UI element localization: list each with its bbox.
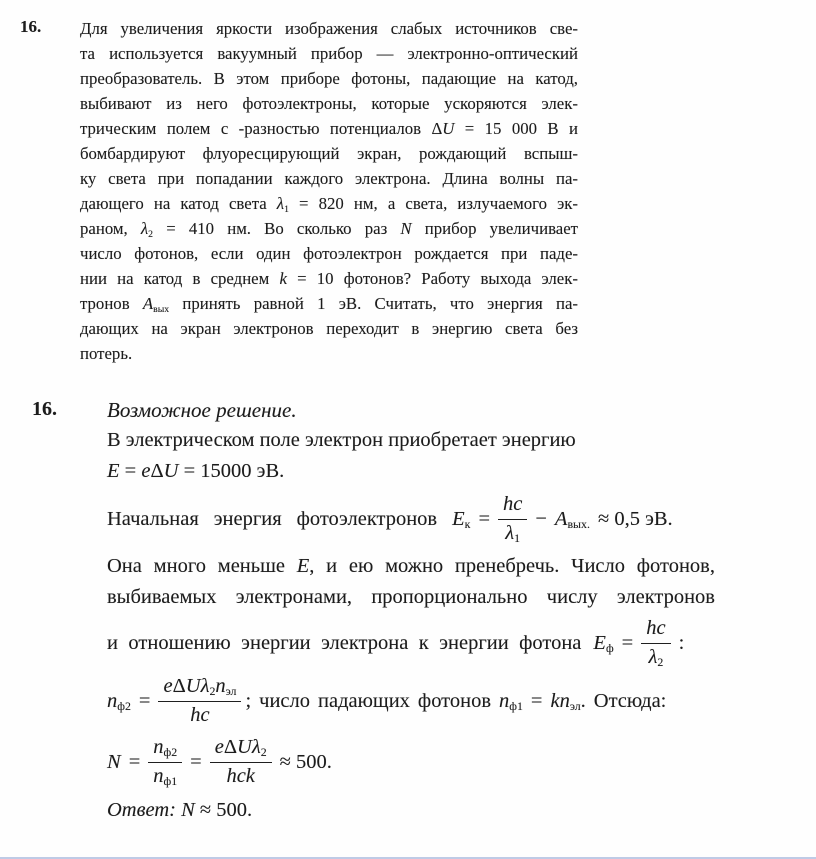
problem-text-line: бомбардируют флуоресцирующий экран, рождающий вспыш-: [80, 144, 578, 163]
solution-line-knocked: выбиваемых электронами, пропорционально числу электронов: [107, 586, 715, 608]
fraction-hc-lambda2: [641, 617, 670, 669]
fraction-eduln-hc: [158, 675, 241, 727]
solution-formula-photon-energy: [107, 613, 816, 673]
fraction-denominator: $\lambda_1$: [505, 521, 521, 545]
problem-text-line: дающего на катод света $\lambda_1 = 820$ нм, а света, излучаемого эк-: [80, 194, 579, 215]
formula-lhs: N: [107, 750, 121, 773]
problem-text: [80, 16, 578, 366]
fraction-denominator: $n_{ф1}$: [153, 764, 178, 788]
formula-result: ≈ 500.: [279, 750, 332, 773]
solution-line-field: В электрическом поле электрон приобретает энергию: [107, 429, 576, 451]
problem-text-line: раном, $\lambda_2 = 410$ нм. Во сколько раз N прибор увеличивает: [80, 219, 579, 240]
formula-result: ≈ 0,5 эВ.: [597, 507, 673, 530]
fraction-nf2-nf1: [148, 736, 182, 788]
problem-number: 16.: [20, 17, 42, 36]
problem-text-line: тронов $A_{вых}$ принять равной 1 эВ. Считать, что энергия па-: [80, 294, 579, 315]
problem-text-line: ку света при попадании каждого электрона. Длина волны па-: [80, 169, 578, 188]
problem-text-line: преобразователь. В этом приборе фотоны, падающие на катод,: [80, 69, 578, 88]
equals-sign: =: [138, 689, 151, 712]
fraction-denominator: $\lambda_2$: [648, 645, 664, 669]
problem-text-line: дающих на экран электронов переходит в энергию света без: [80, 319, 578, 338]
problem-text-line: число фотонов, если один фотоэлектрон рождается при паде-: [80, 244, 578, 263]
problem-text-line: выбивают из него фотоэлектроны, которые ускоряются элек-: [80, 94, 578, 113]
fraction-numerator: $n_{ф2}$: [148, 736, 182, 763]
problem-text-line: потерь.: [80, 344, 133, 363]
fraction-numerator: hc: [641, 617, 670, 644]
fraction-edul-hck: [210, 736, 272, 788]
solution-formula-gain: [107, 729, 816, 795]
solution-title: Возможное решение.: [107, 398, 297, 422]
formula-prefix-text: и отношению энергии электрона к энергии фотона: [107, 631, 582, 654]
problem-text-line: Для увеличения яркости изображения слабых источников све-: [80, 19, 578, 38]
solution-formula-kinetic-energy: [107, 487, 816, 551]
formula-lhs: $E_ф$: [593, 631, 614, 655]
equals-sign: =: [478, 507, 490, 530]
fraction-denominator: hc: [190, 703, 210, 726]
problem-text-line: нии на катод в среднем k = 10 фотонов? Работу выхода элек-: [80, 269, 578, 288]
formula-lhs: $E_к$: [452, 507, 471, 531]
solution-formula-photon-count: [107, 673, 816, 729]
formula-lhs: $n_{ф2}$: [107, 689, 131, 713]
minus-sign: −: [535, 507, 547, 530]
fraction-numerator: $e\Delta U\lambda_2n_{эл}$: [158, 675, 241, 702]
formula-continuation-text: ; число падающих фотонов $n_{ф1} = kn_{эл}$. Отсюда:: [245, 689, 667, 713]
solution-line-energy: E = eΔU = 15000 эВ.: [107, 460, 285, 482]
problem-statement: [0, 16, 816, 366]
equals-sign: =: [128, 750, 141, 773]
problem-text-line: трическим полем с -разностью потенциалов ΔU = 15 000 В и: [80, 119, 578, 138]
fraction-hc-lambda1: [498, 493, 527, 545]
problem-text-line: та используется вакуумный прибор — электронно-оптический: [80, 44, 578, 63]
answer-line: Ответ: N ≈ 500.: [107, 799, 253, 821]
equals-sign: =: [190, 750, 202, 773]
equals-sign: =: [621, 631, 634, 654]
fraction-numerator: hc: [498, 493, 527, 520]
formula-work-function: $A_{вых.}$: [554, 507, 590, 531]
fraction-denominator: hck: [226, 764, 255, 787]
solution-section: [0, 395, 816, 826]
solution-line-much-less: Она много меньше E, и ею можно пренебречь. Число фотонов,: [107, 555, 715, 577]
fraction-numerator: eΔUλ$_2$: [210, 736, 272, 763]
colon-sign: :: [678, 631, 685, 654]
solution-number: 16.: [32, 398, 57, 420]
formula-prefix-text: Начальная энергия фотоэлектронов: [107, 507, 438, 530]
